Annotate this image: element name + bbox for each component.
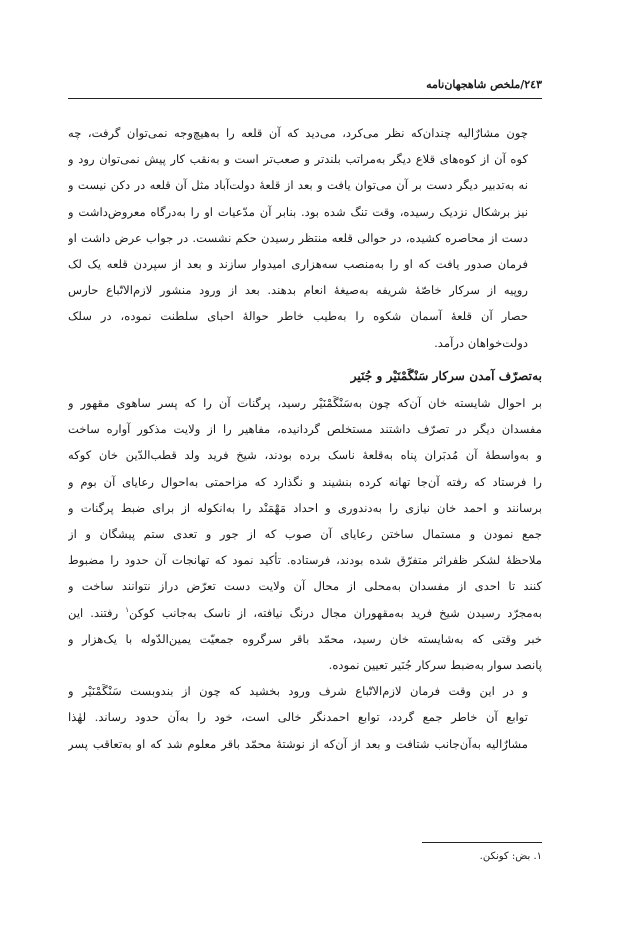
footnote: ١. بض: کونکن. (479, 851, 542, 862)
text-segment: رفتند. این (68, 605, 119, 620)
text-line: ملاحظۀ لشکر ظفراثر متفرّق شده بودند، فرستاده. تأکید نمود که تهانجات آن حدود را مضبوط (68, 553, 542, 568)
paragraph-2 (68, 390, 542, 678)
text-line: جمع نمودن و مستمال ساختن رعایای آن صوب که از جور و تعدی ستم پیشگان و از (68, 527, 542, 542)
text-line: نیز برشکال نزدیک رسیده، وقت تنگ شده بود. بنابر آن مدّعیات او را به‌درگاه معروض‌داشت و (68, 204, 528, 219)
text-line: و در این وقت فرمان لازم‌الاتّباع شرف ورود بخشید که چون از بندوبست سَنْگَمْنَیْر و (68, 684, 528, 699)
text-line: پانصد سوار به‌ضبط سرکار جُنَیر تعیین نموده. (328, 658, 542, 673)
paragraph-3 (68, 678, 542, 757)
text-line: نه به‌تدبیر دیگر دست بر آن می‌توان یافت و بعد از قلعۀ دولت‌آباد مثل آن قلعه در دکن نیست و (68, 178, 528, 193)
footnote-marker: ١ (125, 605, 129, 614)
text-line: دولت‌خواهان درآمد. (434, 335, 528, 350)
text-line: فرمان صدور یافت که او را به‌منصب سه‌هزاری امیدوار سازند و بعد از سپردن قلعه یک لک (68, 257, 528, 272)
text-line: حصار آن قلعۀ آسمان شکوه را به‌طیب خاطر حوالۀ احبای سلطنت نموده، در سلک (68, 309, 528, 324)
text-line: و به‌واسطۀ آن مُدبَران پناه به‌قلعۀ ناسک برده بودند، شیخ فرید ولد قطب‌الدّین خان کوکه (68, 448, 542, 463)
section-heading: به‌تصرّف آمدن سرکار سَنْگَمْنَیْر و جُنَیر (350, 368, 542, 383)
text-line: چون مشارٌالیه چندان‌که نظر می‌کرد، می‌دید که آن قلعه را به‌هیچ‌وجه نمی‌توان گرفت، چه (68, 126, 528, 140)
text-line: بر احوال شایسته خان آن‌که چون به‌سَنْگَمْنَیْر رسید، پرگنات آن را که پسر ساهوی مقهور و (68, 396, 542, 411)
header-title: ٢٤٣/ملخص شاهجهان‌نامه (426, 78, 542, 91)
footnote-divider (422, 842, 542, 843)
text-line: کنند تا احدی از مفسدان به‌محلی از محال آن ولایت دست تعرّض دراز نتوانند ساخت و (68, 579, 542, 594)
text-line: توابع آن خاطر جمع گردد، توابع احمدنگر خالی است، خود را به‌آن حدود رساند. لهٰذا (68, 710, 528, 725)
text-line: خبر وقتی که به‌شایسته خان رسید، محمّد باقر سرگروه جمعیّت یمین‌الدّوله با یک‌هزار و (68, 631, 542, 646)
text-line: کوه آن از کوه‌های قلاع دیگر به‌مراتب بلندتر و صعب‌تر است و به‌نقب کار پیش نمی‌توان رود و (68, 152, 528, 167)
text-line: برسانند و احمد خان نیازی را به‌دندوری و احداد مَهْمَنْد را به‌انکوله از برای ضبط پرگنات و (68, 500, 542, 515)
running-header (68, 78, 542, 99)
text-line: را فرستاد که رفته آن‌جا تهانه کرده بنشیند و نگذارد که مزاحمتی به‌احوال رعایای آن بوم و (68, 474, 542, 489)
text-line: مفسدان دیگر در تصرّف داشتند مستخلص گردانیده، مفاهیر را از ولایت مذکور آواره ساخت (68, 422, 542, 437)
text-line: دست از محاصره کشیده، در حوالی قلعه منتظر رسیدن حکم نشست. در جواب عرض داشت او (68, 230, 528, 245)
paragraph-1 (68, 120, 542, 356)
text-line: مشارٌالیه به‌آن‌جانب شتافت و بعد از آن‌که از نوشتۀ محمّد باقر معلوم شد که او به‌تعاقب پسر (68, 736, 528, 751)
text-segment: به‌مجرّد رسیدن شیخ فرید به‌مقهوران مجال درنگ نیافته، از ناسک به‌جانب کوکن (129, 605, 542, 620)
text-line-with-footnote (68, 600, 542, 626)
text-line: روپیه از سرکار خاصّۀ شریفه به‌صیغۀ انعام بدهند. بعد از ورود منشور لازم‌الاتّباع حارس (68, 283, 528, 298)
page-body (68, 120, 542, 757)
